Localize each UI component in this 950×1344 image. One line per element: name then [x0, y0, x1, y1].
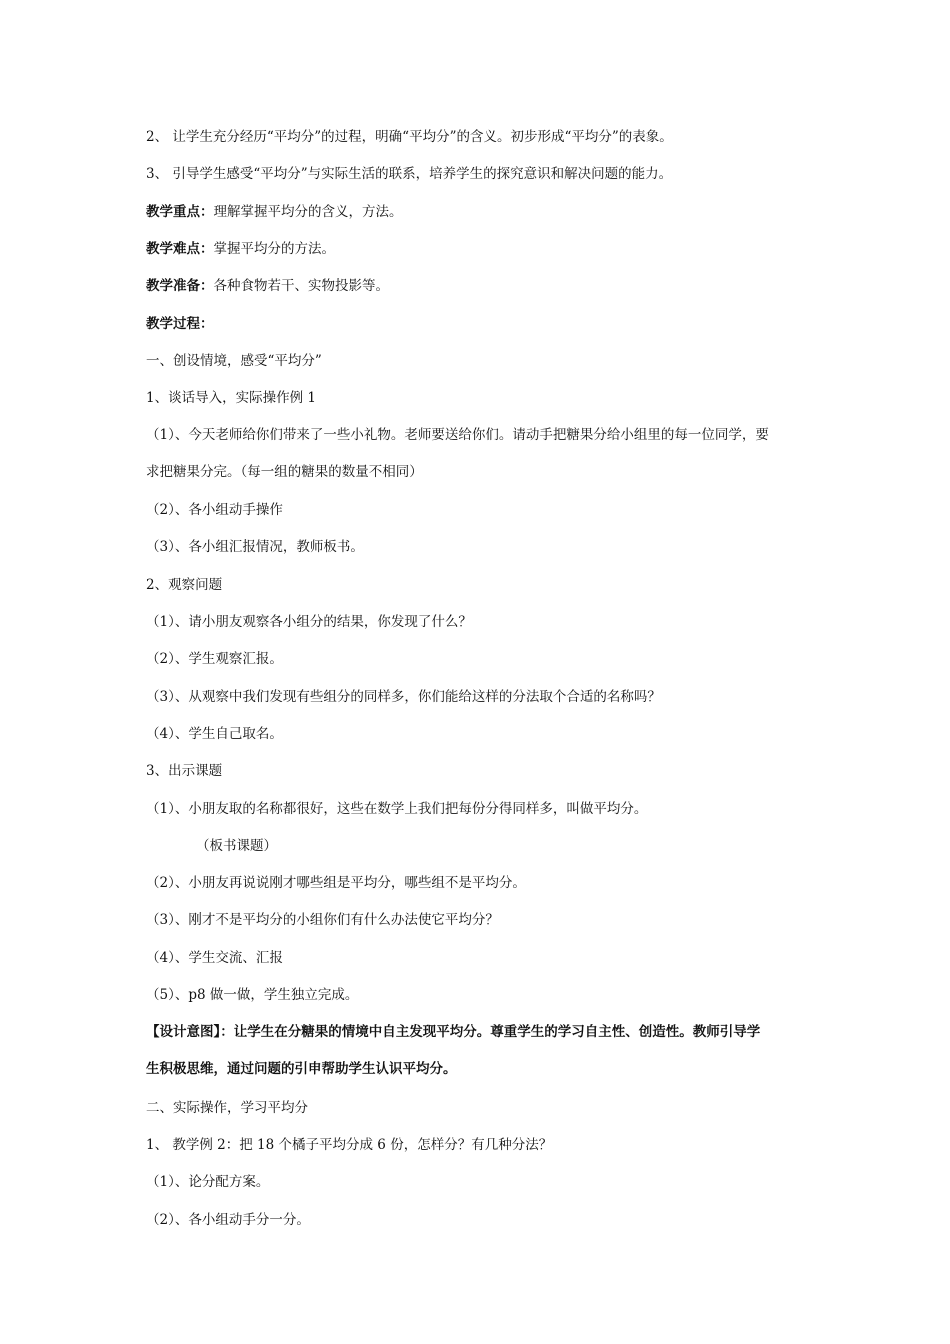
part1-step3-1: （1）、小朋友取的名称都很好，这些在数学上我们把每份分得同样多，叫做平均分。 — [146, 801, 648, 817]
difficulty-text: 掌握平均分的方法。 — [213, 241, 335, 257]
part1-step1: 1、谈话导入，实际操作例 1 — [146, 390, 316, 406]
objective-2: 2、 让学生充分经历“平均分”的过程，明确“平均分”的含义。初步形成“平均分”的表象。 — [146, 129, 673, 145]
difficulty — [146, 240, 335, 258]
part2-heading: 二、实际操作，学习平均分 — [146, 1100, 308, 1116]
part1-step3-2: （2）、小朋友再说说刚才哪些组是平均分，哪些组不是平均分。 — [146, 875, 526, 891]
preparation-label: 教学准备： — [146, 278, 214, 294]
process-heading: 教学过程： — [146, 316, 214, 332]
part1-heading: 一、创设情境，感受“平均分” — [146, 353, 322, 369]
part1-step3: 3、出示课题 — [146, 763, 223, 779]
part1-step2-3: （3）、从观察中我们发现有些组分的同样多，你们能给这样的分法取个合适的名称吗？ — [146, 689, 661, 705]
part1-step3-4: （4）、学生交流、汇报 — [146, 950, 283, 966]
part1-step1-2: （2）、各小组动手操作 — [146, 502, 283, 518]
part1-step3-5: （5）、p8 做一做，学生独立完成。 — [146, 987, 359, 1003]
part1-step2-4: （4）、学生自己取名。 — [146, 726, 283, 742]
part1-step3-1b: （板书课题） — [196, 838, 277, 854]
key-point-text: 理解掌握平均分的含义，方法。 — [213, 204, 403, 220]
part1-step1-3: （3）、各小组汇报情况，教师板书。 — [146, 539, 364, 555]
design-intent-line2: 生积极思维，通过问题的引申帮助学生认识平均分。 — [146, 1061, 457, 1077]
part1-step3-3: （3）、刚才不是平均分的小组你们有什么办法使它平均分？ — [146, 912, 499, 928]
design-intent-line1: 【设计意图】：让学生在分糖果的情境中自主发现平均分。尊重学生的学习自主性、创造性。教师引导学 — [146, 1024, 761, 1040]
part1-step2-2: （2）、学生观察汇报。 — [146, 651, 283, 667]
key-point — [146, 203, 403, 221]
difficulty-label: 教学难点： — [146, 241, 214, 257]
objective-3: 3、 引导学生感受“平均分”与实际生活的联系，培养学生的探究意识和解决问题的能力。 — [146, 166, 673, 182]
preparation-text: 各种食物若干、实物投影等。 — [213, 278, 389, 294]
part1-step2-1: （1）、请小朋友观察各小组分的结果，你发现了什么？ — [146, 614, 472, 630]
part2-step1-2: （2）、各小组动手分一分。 — [146, 1212, 310, 1228]
key-point-label: 教学重点： — [146, 204, 214, 220]
part1-step1-1b: 求把糖果分完。（每一组的糖果的数量不相同） — [146, 464, 423, 480]
preparation — [146, 277, 389, 295]
part2-step1-1: （1）、论分配方案。 — [146, 1174, 270, 1190]
part1-step1-1a: （1）、今天老师给你们带来了一些小礼物。老师要送给你们。请动手把糖果分给小组里的每一位同学，要 — [146, 427, 769, 443]
part1-step2: 2、观察问题 — [146, 577, 223, 593]
part2-step1: 1、 教学例 2：把 18 个橘子平均分成 6 份，怎样分？有几种分法？ — [146, 1137, 553, 1153]
